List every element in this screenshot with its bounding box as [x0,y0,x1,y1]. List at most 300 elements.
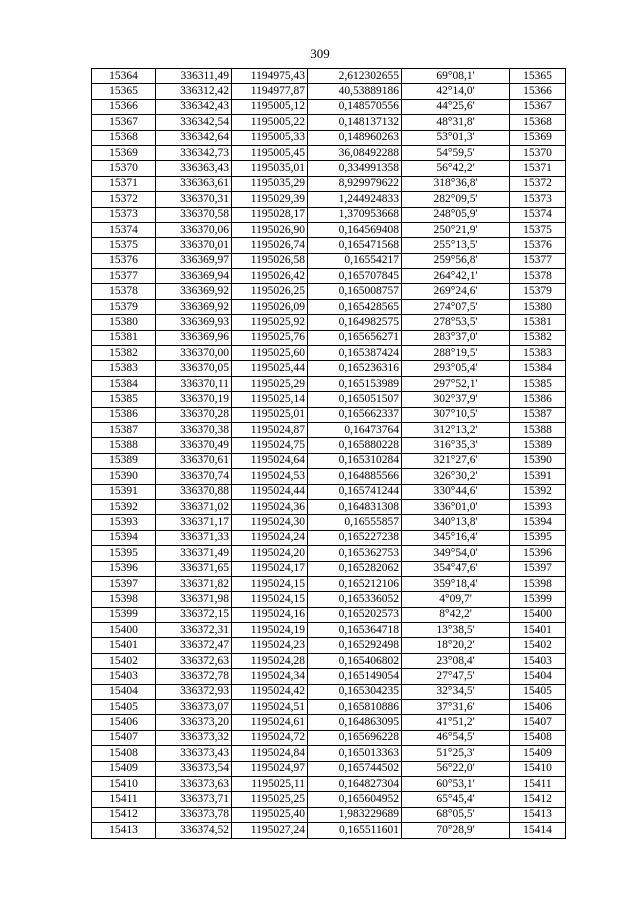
y-coordinate-cell: 1195025,01 [232,407,308,422]
point-number-cell: 15404 [92,684,156,699]
point-number-cell: 15393 [92,515,156,530]
y-coordinate-cell: 1195024,23 [232,638,308,653]
point-number-cell: 15366 [92,99,156,114]
x-coordinate-cell: 336342,64 [156,130,232,145]
bearing-cell: 274°07,5' [402,299,510,314]
y-coordinate-cell: 1195024,61 [232,715,308,730]
point-number-cell: 15403 [92,669,156,684]
next-point-cell: 15401 [510,623,566,638]
y-coordinate-cell: 1195035,29 [232,176,308,191]
point-number-cell: 15391 [92,484,156,499]
table-row [92,130,566,145]
table-row [92,561,566,576]
y-coordinate-cell: 1195024,75 [232,438,308,453]
x-coordinate-cell: 336370,61 [156,453,232,468]
next-point-cell: 15393 [510,499,566,514]
table-row [92,515,566,530]
point-number-cell: 15372 [92,192,156,207]
distance-cell: 0,165362753 [308,546,402,561]
bearing-cell: 248°05,9' [402,207,510,222]
point-number-cell: 15387 [92,422,156,437]
distance-cell: 8,929979622 [308,176,402,191]
table-row [92,407,566,422]
bearing-cell: 278°53,5' [402,315,510,330]
bearing-cell: 56°22,0' [402,761,510,776]
table-row [92,576,566,591]
next-point-cell: 15368 [510,115,566,130]
bearing-cell: 68°05,5' [402,807,510,822]
distance-cell: 0,165696228 [308,730,402,745]
y-coordinate-cell: 1195026,74 [232,238,308,253]
distance-cell: 0,165741244 [308,484,402,499]
point-number-cell: 15405 [92,700,156,715]
point-number-cell: 15390 [92,469,156,484]
y-coordinate-cell: 1195024,19 [232,623,308,638]
x-coordinate-cell: 336373,71 [156,792,232,807]
table-row [92,792,566,807]
bearing-cell: 37°31,6' [402,700,510,715]
distance-cell: 0,165013363 [308,746,402,761]
distance-cell: 40,53889186 [308,84,402,99]
next-point-cell: 15381 [510,315,566,330]
distance-cell: 0,165149054 [308,669,402,684]
point-number-cell: 15371 [92,176,156,191]
point-number-cell: 15379 [92,299,156,314]
point-number-cell: 15409 [92,761,156,776]
distance-cell: 0,165236316 [308,361,402,376]
y-coordinate-cell: 1195005,22 [232,115,308,130]
x-coordinate-cell: 336371,02 [156,499,232,514]
table-row [92,315,566,330]
x-coordinate-cell: 336370,19 [156,392,232,407]
point-number-cell: 15394 [92,530,156,545]
table-row [92,499,566,514]
next-point-cell: 15379 [510,284,566,299]
y-coordinate-cell: 1195024,28 [232,653,308,668]
distance-cell: 0,164831308 [308,499,402,514]
y-coordinate-cell: 1195024,15 [232,592,308,607]
y-coordinate-cell: 1194975,43 [232,69,308,84]
bearing-cell: 44°25,6' [402,99,510,114]
x-coordinate-cell: 336372,31 [156,623,232,638]
next-point-cell: 15397 [510,561,566,576]
bearing-cell: 65°45,4' [402,792,510,807]
table-row [92,715,566,730]
table-row [92,422,566,437]
point-number-cell: 15365 [92,84,156,99]
distance-cell: 0,165604952 [308,792,402,807]
distance-cell: 36,08492288 [308,145,402,160]
x-coordinate-cell: 336369,92 [156,284,232,299]
point-number-cell: 15374 [92,222,156,237]
bearing-cell: 283°37,0' [402,330,510,345]
distance-cell: 0,165153989 [308,376,402,391]
next-point-cell: 15412 [510,792,566,807]
y-coordinate-cell: 1195025,11 [232,776,308,791]
point-number-cell: 15400 [92,623,156,638]
next-point-cell: 15385 [510,376,566,391]
bearing-cell: 46°54,5' [402,730,510,745]
x-coordinate-cell: 336363,61 [156,176,232,191]
distance-cell: 0,148960263 [308,130,402,145]
y-coordinate-cell: 1195025,76 [232,330,308,345]
distance-cell: 0,165051507 [308,392,402,407]
next-point-cell: 15383 [510,346,566,361]
next-point-cell: 15403 [510,653,566,668]
x-coordinate-cell: 336369,94 [156,269,232,284]
x-coordinate-cell: 336371,82 [156,576,232,591]
y-coordinate-cell: 1195026,90 [232,222,308,237]
y-coordinate-cell: 1195026,58 [232,253,308,268]
next-point-cell: 15365 [510,69,566,84]
next-point-cell: 15384 [510,361,566,376]
table-row [92,638,566,653]
bearing-cell: 53°01,3' [402,130,510,145]
x-coordinate-cell: 336370,06 [156,222,232,237]
bearing-cell: 307°10,5' [402,407,510,422]
x-coordinate-cell: 336370,31 [156,192,232,207]
bearing-cell: 18°20,2' [402,638,510,653]
next-point-cell: 15404 [510,669,566,684]
table-row [92,253,566,268]
x-coordinate-cell: 336342,73 [156,145,232,160]
y-coordinate-cell: 1195026,25 [232,284,308,299]
y-coordinate-cell: 1195029,39 [232,192,308,207]
bearing-cell: 48°31,8' [402,115,510,130]
table-row [92,115,566,130]
bearing-cell: 345°16,4' [402,530,510,545]
next-point-cell: 15369 [510,130,566,145]
y-coordinate-cell: 1195024,53 [232,469,308,484]
x-coordinate-cell: 336371,49 [156,546,232,561]
next-point-cell: 15407 [510,715,566,730]
x-coordinate-cell: 336371,65 [156,561,232,576]
x-coordinate-cell: 336370,88 [156,484,232,499]
x-coordinate-cell: 336370,05 [156,361,232,376]
x-coordinate-cell: 336373,07 [156,700,232,715]
distance-cell: 0,165008757 [308,284,402,299]
next-point-cell: 15391 [510,469,566,484]
next-point-cell: 15408 [510,730,566,745]
bearing-cell: 349°54,0' [402,546,510,561]
distance-cell: 0,165406802 [308,653,402,668]
y-coordinate-cell: 1195024,97 [232,761,308,776]
point-number-cell: 15398 [92,592,156,607]
next-point-cell: 15392 [510,484,566,499]
table-row [92,330,566,345]
table-row [92,684,566,699]
distance-cell: 0,164982575 [308,315,402,330]
distance-cell: 0,165212106 [308,576,402,591]
table-row [92,361,566,376]
x-coordinate-cell: 336373,20 [156,715,232,730]
y-coordinate-cell: 1195024,51 [232,700,308,715]
next-point-cell: 15386 [510,392,566,407]
next-point-cell: 15402 [510,638,566,653]
table-row [92,284,566,299]
y-coordinate-cell: 1195024,16 [232,607,308,622]
bearing-cell: 312°13,2' [402,422,510,437]
next-point-cell: 15374 [510,207,566,222]
table-row [92,145,566,160]
point-number-cell: 15380 [92,315,156,330]
y-coordinate-cell: 1195026,42 [232,269,308,284]
distance-cell: 2,612302655 [308,69,402,84]
table-row [92,99,566,114]
bearing-cell: 250°21,9' [402,222,510,237]
x-coordinate-cell: 336370,01 [156,238,232,253]
bearing-cell: 4°09,7' [402,592,510,607]
bearing-cell: 359°18,4' [402,576,510,591]
next-point-cell: 15406 [510,700,566,715]
point-number-cell: 15395 [92,546,156,561]
next-point-cell: 15387 [510,407,566,422]
point-number-cell: 15399 [92,607,156,622]
distance-cell: 0,164885566 [308,469,402,484]
distance-cell: 0,165707845 [308,269,402,284]
next-point-cell: 15382 [510,330,566,345]
point-number-cell: 15368 [92,130,156,145]
point-number-cell: 15384 [92,376,156,391]
y-coordinate-cell: 1195024,64 [232,453,308,468]
y-coordinate-cell: 1195024,42 [232,684,308,699]
bearing-cell: 326°30,2' [402,469,510,484]
x-coordinate-cell: 336311,49 [156,69,232,84]
next-point-cell: 15396 [510,546,566,561]
table-row [92,84,566,99]
table-row [92,623,566,638]
x-coordinate-cell: 336342,43 [156,99,232,114]
x-coordinate-cell: 336372,78 [156,669,232,684]
table-row [92,161,566,176]
table-row [92,700,566,715]
table-row [92,469,566,484]
distance-cell: 0,165336052 [308,592,402,607]
distance-cell: 0,148137132 [308,115,402,130]
table-row [92,299,566,314]
point-number-cell: 15406 [92,715,156,730]
next-point-cell: 15405 [510,684,566,699]
distance-cell: 1,983229689 [308,807,402,822]
distance-cell: 0,165428565 [308,299,402,314]
next-point-cell: 15398 [510,576,566,591]
point-number-cell: 15375 [92,238,156,253]
y-coordinate-cell: 1195026,09 [232,299,308,314]
bearing-cell: 56°42,2' [402,161,510,176]
bearing-cell: 297°52,1' [402,376,510,391]
y-coordinate-cell: 1195024,20 [232,546,308,561]
bearing-cell: 27°47,5' [402,669,510,684]
y-coordinate-cell: 1195025,29 [232,376,308,391]
table-row [92,238,566,253]
point-number-cell: 15377 [92,269,156,284]
distance-cell: 0,334991358 [308,161,402,176]
y-coordinate-cell: 1195025,40 [232,807,308,822]
distance-cell: 0,16473764 [308,422,402,437]
x-coordinate-cell: 336373,32 [156,730,232,745]
y-coordinate-cell: 1195024,87 [232,422,308,437]
table-row [92,530,566,545]
table-row [92,823,566,838]
x-coordinate-cell: 336373,78 [156,807,232,822]
distance-cell: 0,165202573 [308,607,402,622]
next-point-cell: 15414 [510,823,566,838]
point-number-cell: 15389 [92,453,156,468]
next-point-cell: 15411 [510,776,566,791]
next-point-cell: 15399 [510,592,566,607]
distance-cell: 0,165310284 [308,453,402,468]
x-coordinate-cell: 336372,15 [156,607,232,622]
bearing-cell: 60°53,1' [402,776,510,791]
table-row [92,546,566,561]
bearing-cell: 336°01,0' [402,499,510,514]
table-row [92,376,566,391]
y-coordinate-cell: 1195005,45 [232,145,308,160]
next-point-cell: 15394 [510,515,566,530]
next-point-cell: 15378 [510,269,566,284]
next-point-cell: 15400 [510,607,566,622]
bearing-cell: 70°28,9' [402,823,510,838]
x-coordinate-cell: 336371,33 [156,530,232,545]
x-coordinate-cell: 336373,63 [156,776,232,791]
bearing-cell: 330°44,6' [402,484,510,499]
point-number-cell: 15382 [92,346,156,361]
next-point-cell: 15371 [510,161,566,176]
table-row [92,392,566,407]
x-coordinate-cell: 336370,28 [156,407,232,422]
point-number-cell: 15401 [92,638,156,653]
table-row [92,207,566,222]
table-row [92,653,566,668]
y-coordinate-cell: 1195024,44 [232,484,308,499]
x-coordinate-cell: 336370,00 [156,346,232,361]
point-number-cell: 15392 [92,499,156,514]
bearing-cell: 255°13,5' [402,238,510,253]
x-coordinate-cell: 336369,93 [156,315,232,330]
y-coordinate-cell: 1195024,17 [232,561,308,576]
point-number-cell: 15367 [92,115,156,130]
y-coordinate-cell: 1195024,84 [232,746,308,761]
next-point-cell: 15390 [510,453,566,468]
table-row [92,222,566,237]
point-number-cell: 15402 [92,653,156,668]
distance-cell: 0,165227238 [308,530,402,545]
bearing-cell: 69°08,1' [402,69,510,84]
x-coordinate-cell: 336312,42 [156,84,232,99]
point-number-cell: 15408 [92,746,156,761]
table-row [92,746,566,761]
next-point-cell: 15370 [510,145,566,160]
point-number-cell: 15383 [92,361,156,376]
coordinates-table-body [92,69,566,839]
x-coordinate-cell: 336372,47 [156,638,232,653]
point-number-cell: 15370 [92,161,156,176]
x-coordinate-cell: 336370,11 [156,376,232,391]
x-coordinate-cell: 336373,43 [156,746,232,761]
table-row [92,761,566,776]
point-number-cell: 15396 [92,561,156,576]
bearing-cell: 318°36,8' [402,176,510,191]
y-coordinate-cell: 1195025,25 [232,792,308,807]
distance-cell: 0,165471568 [308,238,402,253]
next-point-cell: 15388 [510,422,566,437]
next-point-cell: 15377 [510,253,566,268]
coordinates-table [91,68,566,839]
x-coordinate-cell: 336370,38 [156,422,232,437]
x-coordinate-cell: 336371,17 [156,515,232,530]
y-coordinate-cell: 1195025,14 [232,392,308,407]
y-coordinate-cell: 1195024,72 [232,730,308,745]
next-point-cell: 15409 [510,746,566,761]
distance-cell: 0,16554217 [308,253,402,268]
table-row [92,607,566,622]
bearing-cell: 51°25,3' [402,746,510,761]
bearing-cell: 42°14,0' [402,84,510,99]
table-row [92,453,566,468]
x-coordinate-cell: 336370,74 [156,469,232,484]
point-number-cell: 15397 [92,576,156,591]
x-coordinate-cell: 336369,97 [156,253,232,268]
x-coordinate-cell: 336372,63 [156,653,232,668]
next-point-cell: 15373 [510,192,566,207]
next-point-cell: 15380 [510,299,566,314]
y-coordinate-cell: 1195024,36 [232,499,308,514]
distance-cell: 0,165387424 [308,346,402,361]
bearing-cell: 264°42,1' [402,269,510,284]
x-coordinate-cell: 336342,54 [156,115,232,130]
distance-cell: 0,164863095 [308,715,402,730]
distance-cell: 0,165744502 [308,761,402,776]
bearing-cell: 316°35,3' [402,438,510,453]
distance-cell: 0,165511601 [308,823,402,838]
y-coordinate-cell: 1195025,44 [232,361,308,376]
point-number-cell: 15385 [92,392,156,407]
distance-cell: 0,165364718 [308,623,402,638]
table-row [92,730,566,745]
distance-cell: 0,165810886 [308,700,402,715]
next-point-cell: 15410 [510,761,566,776]
distance-cell: 0,164569408 [308,222,402,237]
bearing-cell: 302°37,9' [402,392,510,407]
point-number-cell: 15412 [92,807,156,822]
bearing-cell: 13°38,5' [402,623,510,638]
y-coordinate-cell: 1195024,30 [232,515,308,530]
y-coordinate-cell: 1195035,01 [232,161,308,176]
distance-cell: 0,164827304 [308,776,402,791]
distance-cell: 0,165662337 [308,407,402,422]
table-row [92,176,566,191]
point-number-cell: 15413 [92,823,156,838]
distance-cell: 0,165304235 [308,684,402,699]
bearing-cell: 340°13,8' [402,515,510,530]
table-row [92,192,566,207]
table-row [92,438,566,453]
table-row [92,269,566,284]
next-point-cell: 15413 [510,807,566,822]
table-row [92,484,566,499]
y-coordinate-cell: 1195005,12 [232,99,308,114]
point-number-cell: 15388 [92,438,156,453]
table-row [92,346,566,361]
y-coordinate-cell: 1195024,15 [232,576,308,591]
distance-cell: 0,165880228 [308,438,402,453]
table-row [92,776,566,791]
x-coordinate-cell: 336370,58 [156,207,232,222]
bearing-cell: 259°56,8' [402,253,510,268]
page-number: 309 [310,46,330,61]
distance-cell: 1,244924833 [308,192,402,207]
x-coordinate-cell: 336371,98 [156,592,232,607]
